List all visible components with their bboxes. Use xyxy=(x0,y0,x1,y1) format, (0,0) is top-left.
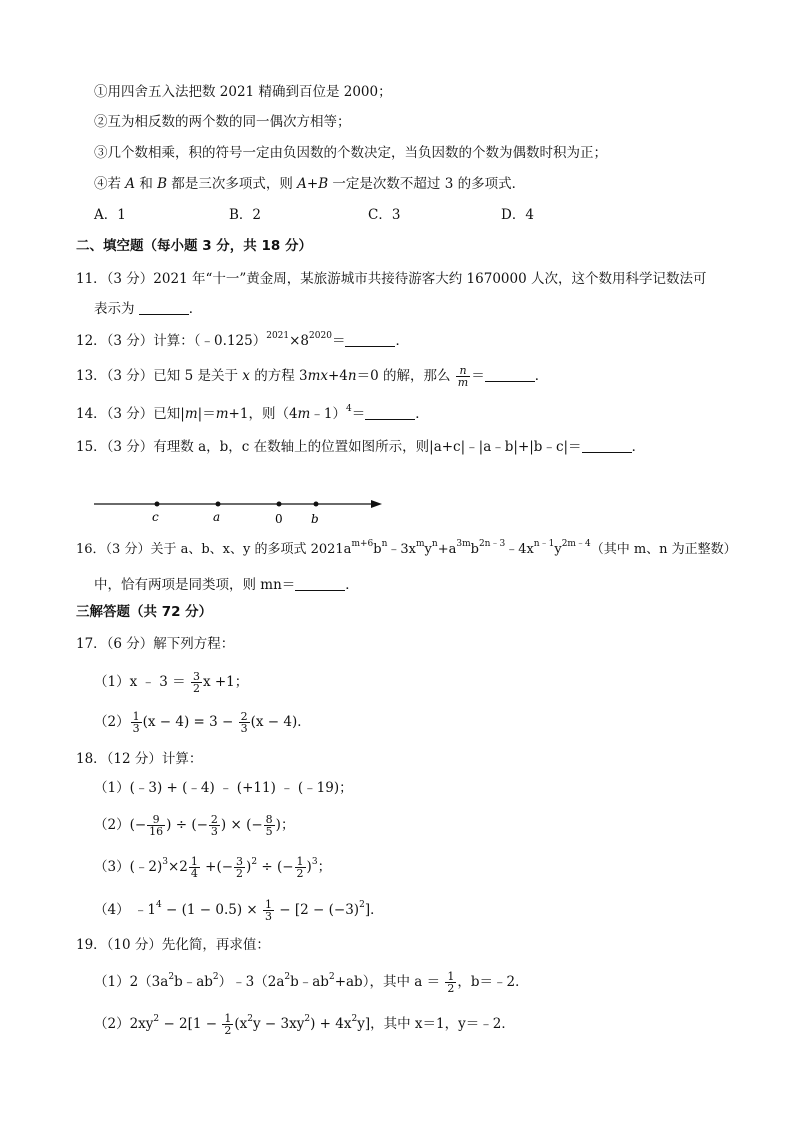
q19-title: 19．（10 分）先化简，再求值： xyxy=(76,937,270,953)
q11-line1: 11．（3 分）2021 年“十一”黄金周，某旅游城市共接待游客大约 1670000 人次，这个数用科学记数法可 xyxy=(76,271,707,287)
q14-answer-blank[interactable] xyxy=(365,405,415,420)
label-a: a xyxy=(213,510,221,524)
q11-answer-blank[interactable] xyxy=(139,300,189,315)
option-b[interactable]: B．2 xyxy=(229,207,262,223)
q18-title: 18．（12 分）计算： xyxy=(76,751,203,767)
point-a xyxy=(216,502,221,507)
q17-part2: （2） $\frac{1}{3}$ (x − 4) = 3 − $\frac{2}{3}$ (x − 4)． xyxy=(94,710,311,735)
arrow-right-icon xyxy=(371,500,382,508)
q17-title: 17．（6 分）解下列方程： xyxy=(76,636,235,652)
q11-line2: 表示为 ． xyxy=(94,301,203,317)
q16-line1: 16．（3 分）关于 a、b、x、y 的多项式 $2021a^{m+6}b^n﹣3x^my^n+a^{3m}b^{2n﹣3}﹣4x^{n﹣1}y^{2m﹣4}$（其中 m、n 为正整数） xyxy=(76,539,737,557)
q17-part1: （1）x ﹣ 3 ＝ $\frac{3}{2}$ x +1； xyxy=(94,670,249,695)
point-c xyxy=(155,502,160,507)
q19-part1: $(1)2(3a^2b﹣ab^2)﹣3(2a^2b﹣ab^2+ab)$，其中 a ＝ $\frac{1}{2}$ ，b＝﹣2． xyxy=(94,970,529,995)
statement-3: ③几个数相乘，积的符号一定由负因数的个数决定，当负因数的个数为偶数时积为正； xyxy=(94,145,607,161)
q14: 14．（3 分）已知|m|＝m+1，则（4m﹣1）$^4$＝ ． xyxy=(76,404,429,422)
q15-answer-blank[interactable] xyxy=(582,438,632,453)
section-3-title: 三解答题（共 72 分） xyxy=(76,604,213,620)
label-zero: 0 xyxy=(275,512,283,526)
label-c: c xyxy=(152,510,159,524)
q18-part3: （3）(﹣2)$^3$×2 $\frac{1}{4}$ +(− $\frac{3}{2}$ )$^2$ ÷ (− $\frac{1}{2}$ )$^3$； xyxy=(94,855,332,880)
point-zero xyxy=(277,502,282,507)
q18-part4: （4） $﹣1^4 - (1 - 0.5)$ × $\frac{1}{3}$ − $[2 - (-3)^2]$． xyxy=(94,898,384,923)
q16-answer-blank[interactable] xyxy=(295,576,345,591)
number-line xyxy=(90,495,390,529)
label-b: b xyxy=(311,512,319,526)
q18-part1: （1）(﹣3) + (﹣4) ﹣ (+11) ﹣ (﹣19)； xyxy=(94,780,353,796)
statement-4: ④若 A 和 B 都是三次多项式，则 A+B 一定是次数不超过 3 的多项式． xyxy=(94,176,526,192)
q13-answer-blank[interactable] xyxy=(485,367,535,382)
q15: 15．（3 分）有理数 a，b，c 在数轴上的位置如图所示，则|a+c|﹣|a﹣b|+|b﹣c|＝ ． xyxy=(76,439,646,455)
statement-2: ②互为相反数的两个数的同一偶次方相等； xyxy=(94,114,351,130)
q12: 12．（3 分）计算：$(﹣0.125)^{2021}\times 8^{2020}=$ ． xyxy=(76,331,409,349)
section-2-title: 二、填空题（每小题 3 分，共 18 分） xyxy=(76,238,312,254)
point-b xyxy=(314,502,319,507)
option-a[interactable]: A．1 xyxy=(94,207,126,223)
q18-part2: （2）(− $\frac{9}{16}$ ) ÷ (− $\frac{2}{3}$ ) × (− $\frac{8}{5}$ )； xyxy=(94,813,295,838)
option-d[interactable]: D．4 xyxy=(501,207,534,223)
q12-answer-blank[interactable] xyxy=(345,332,395,347)
option-c[interactable]: C．3 xyxy=(368,207,401,223)
statement-1: ①用四舍五入法把数 2021 精确到百位是 2000； xyxy=(94,84,392,100)
q19-part2: $(2)2xy^2 - 2[1$ − $\frac{1}{2}$ $(x^2y - 3xy^2) + 4x^2y$]，其中 x＝1，y＝﹣2． xyxy=(94,1012,515,1037)
q13-fraction: $\frac{n}{m}$ xyxy=(457,364,469,389)
q16-line2: 中，恰有两项是同类项，则 mn＝ ． xyxy=(94,577,359,593)
q13: 13．（3 分）已知 5 是关于 x 的方程 3mx+4n＝0 的解，那么 $\frac{n}{m}$ ＝ ． xyxy=(76,364,549,389)
